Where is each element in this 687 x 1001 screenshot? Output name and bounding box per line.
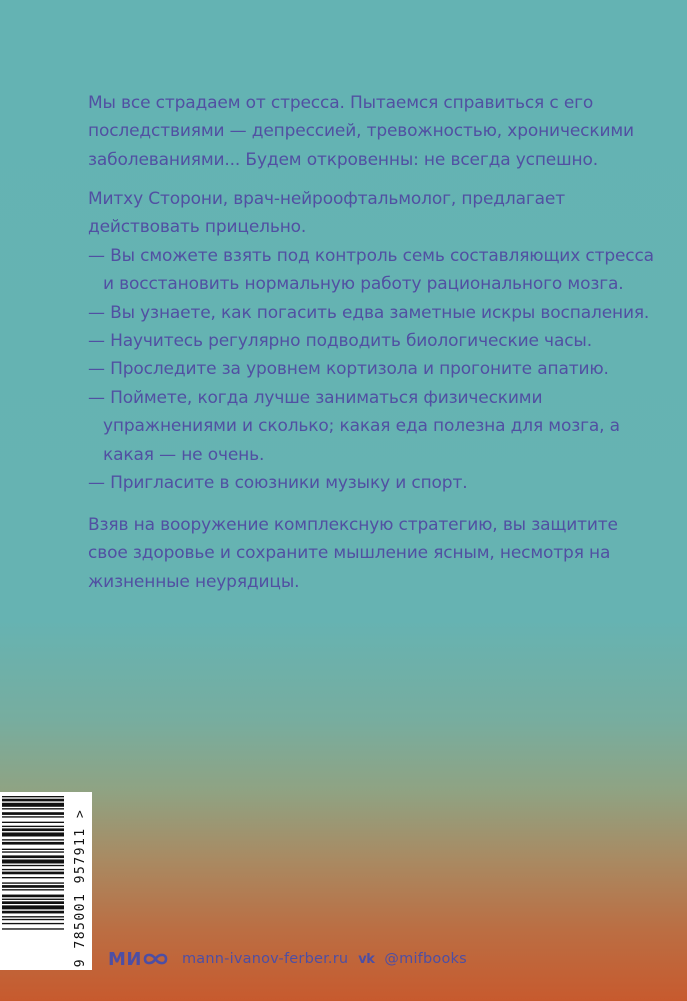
barcode-bar [2,839,64,840]
barcode-bar [2,882,64,883]
outro-text: Взяв на вооружение комплексную стратегию, вы защитите свое здоровье и сохраните мышление ясным, несмотря на жизненные неурядицы. [88,515,618,592]
barcode-bar [2,895,64,898]
bullet-item: — Проследите за уровнем кортизола и прогоните апатию. [88,359,609,380]
barcode-bar [2,816,64,817]
barcode-bar [2,919,64,920]
website-link[interactable]: mann-ivanov-ferber.ru [181,951,349,967]
barcode-bar [2,799,64,802]
vk-icon[interactable]: vk [358,951,375,967]
bullet-item: — Вы узнаете, как погасить едва заметные искры воспаления. [88,302,650,323]
publisher-logo [108,949,168,970]
intro-paragraph [88,89,658,174]
bullet-item: — Вы сможете взять под контроль семь составляющих стресса и восстановить нормальную работу рационального мозга. [88,245,654,295]
barcode-bar [2,901,64,904]
barcode-bar [2,828,64,831]
barcode-bar [2,877,64,878]
barcode-bar [2,869,64,870]
author-block [88,185,658,497]
infinity-icon [143,952,168,966]
barcode-bar [2,842,64,845]
bullet-item: — Поймете, когда лучше заниматься физическими упражнениями и сколько; какая еда полезна для мозга, а какая — не очень. [88,387,620,465]
barcode-bar [2,855,64,858]
intro-text: Мы все страдаем от стресса. Пытаемся справиться с его последствиями — депрессией, тревожностью, хроническими заболеваниями... Будем откровенны: не всегда успешно. [88,93,634,170]
barcode-bar [2,916,64,917]
barcode-bar [2,849,64,850]
barcode-bar [2,911,64,914]
barcode-bar [2,812,64,815]
barcode-bar [2,885,64,888]
barcode-bar [2,928,64,929]
barcode-bar [2,808,64,809]
barcode-digits: 9 785001 957911 > [73,808,88,968]
bullet-item: — Пригласите в союзники музыку и спорт. [88,473,468,494]
barcode-bar [2,923,64,924]
publisher-footer [108,947,467,971]
barcode-bars [2,796,64,966]
bullet-item: — Научитесь регулярно подводить биологические часы. [88,331,592,352]
barcode-bar [2,803,64,807]
barcode-bar [2,826,64,827]
barcode-bar [2,832,64,836]
barcode-bar [2,859,64,863]
barcode-bar [2,905,64,909]
isbn-barcode [0,792,92,970]
logo-text: МИ [108,948,142,970]
barcode-bar [2,822,64,823]
barcode-bar [2,899,64,900]
author-line: Митху Сторони, врач-нейроофтальмолог, предлагает действовать прицельно. [88,189,565,238]
barcode-bar [2,851,64,852]
barcode-bar [2,865,64,866]
barcode-bar [2,889,64,890]
barcode-bar [2,796,64,797]
outro-paragraph [88,511,658,596]
barcode-bar [2,872,64,875]
social-handle[interactable]: @mifbooks [384,951,467,967]
